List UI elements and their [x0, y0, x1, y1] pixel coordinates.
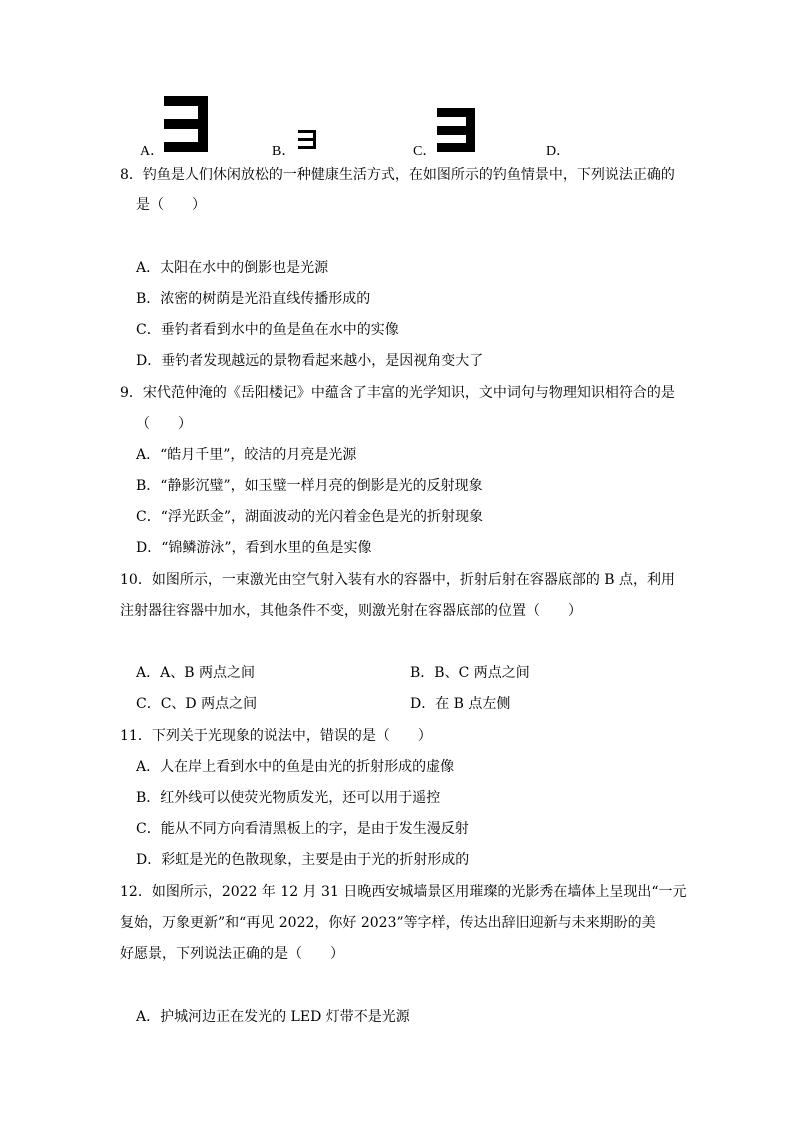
- mirror-E-large-icon: [160, 96, 210, 154]
- q9-stem-line2: （ ）: [136, 416, 192, 432]
- q12-stem-line3: 好愿景，下列说法正确的是（ ）: [120, 946, 344, 962]
- q7-option-d-label: D．: [546, 144, 571, 159]
- q8-stem-line1: 8．钓鱼是人们休闲放松的一种健康生活方式，在如图所示的钓鱼情景中，下列说法正确的: [120, 167, 675, 183]
- q9-option-c: C．“浮光跃金”，湖面波动的光闪着金色是光的折射现象: [136, 509, 484, 525]
- q12-stem-line1: 12．如图所示，2022 年 12 月 31 日晚西安城墙景区用璀璨的光影秀在墙体上呈现出“一元: [120, 884, 687, 900]
- q8-option-b: B．浓密的树荫是光沿直线传播形成的: [136, 291, 371, 307]
- q9-option-d: D．“锦鳞游泳”，看到水里的鱼是实像: [136, 540, 372, 556]
- q11-option-d: D．彩虹是光的色散现象，主要是由于光的折射形成的: [136, 852, 470, 868]
- q11-option-b: B．红外线可以使荧光物质发光，还可以用于遥控: [136, 790, 441, 806]
- q10-option-a: A．A、B 两点之间: [136, 665, 255, 681]
- q9-stem-line1: 9．宋代范仲淹的《岳阳楼记》中蕴含了丰富的光学知识，文中词句与物理知识相符合的是: [120, 385, 675, 401]
- q8-option-d: D．垂钓者发现越远的景物看起来越小，是因视角变大了: [136, 353, 484, 369]
- q11-option-a: A．人在岸上看到水中的鱼是由光的折射形成的虚像: [136, 759, 455, 775]
- q11-option-c: C．能从不同方向看清黑板上的字，是由于发生漫反射: [136, 821, 469, 837]
- q12-stem-line2: 复始，万象更新”和“再见 2022，你好 2023”等字样，传达出辞旧迎新与未来期盼的美: [120, 915, 656, 931]
- q10-stem-line1: 10．如图所示，一束激光由空气射入装有水的容器中，折射后射在容器底部的 B 点，利用: [120, 572, 676, 588]
- q10-option-b: B．B、C 两点之间: [410, 665, 530, 681]
- q12-option-a: A．护城河边正在发光的 LED 灯带不是光源: [136, 1009, 410, 1025]
- mirror-E-small-icon: [297, 130, 317, 150]
- q10-option-d: D．在 B 点左侧: [410, 696, 511, 712]
- q9-option-a: A．“皓月千里”，皎洁的月亮是光源: [136, 447, 357, 463]
- q10-stem-line2: 注射器往容器中加水，其他条件不变，则激光射在容器底部的位置（ ）: [120, 603, 582, 619]
- q7-option-a-label: A．: [140, 144, 165, 159]
- q8-stem-line2: 是（ ）: [136, 197, 206, 213]
- mirror-E-medium-icon: [434, 108, 478, 154]
- q11-stem-line1: 11．下列关于光现象的说法中，错误的是（ ）: [120, 728, 432, 744]
- q8-option-c: C．垂钓者看到水中的鱼是鱼在水中的实像: [136, 322, 399, 338]
- q10-option-c: C．C、D 两点之间: [136, 696, 258, 712]
- q7-option-b-label: B．: [272, 144, 296, 159]
- q8-option-a: A．太阳在水中的倒影也是光源: [136, 260, 329, 276]
- q9-option-b: B．“静影沉璧”，如玉璧一样月亮的倒影是光的反射现象: [136, 478, 483, 494]
- q7-option-c-label: C．: [413, 144, 437, 159]
